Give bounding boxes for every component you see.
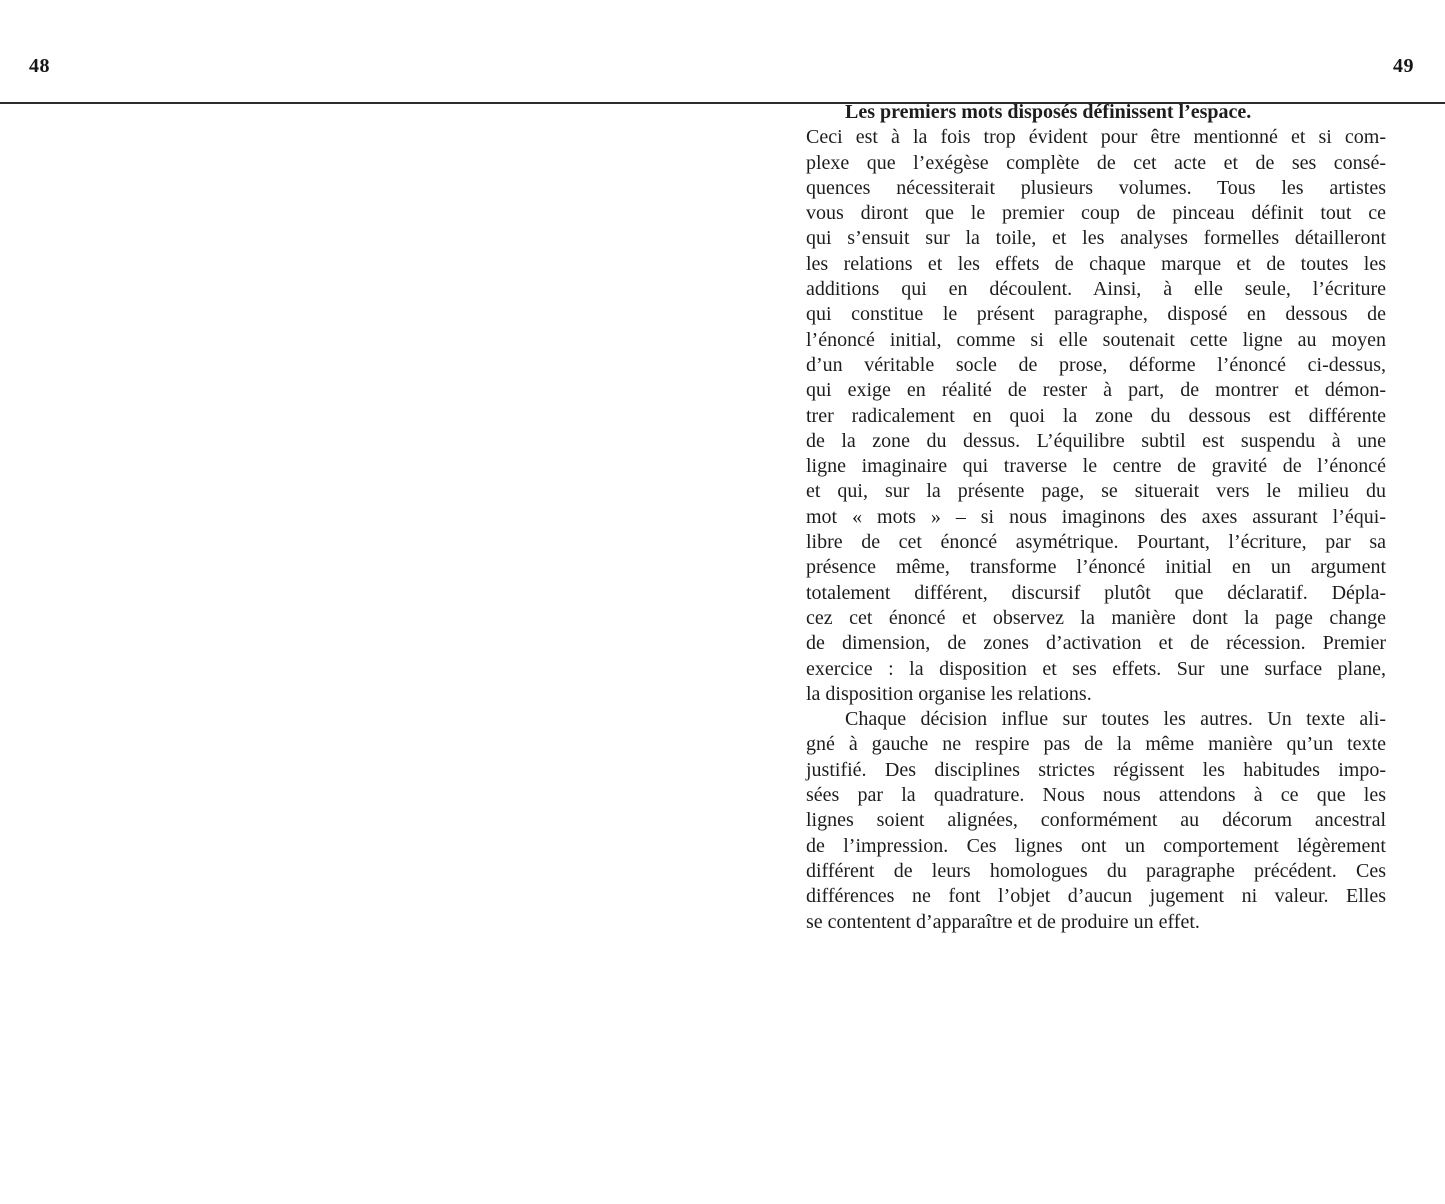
text-line: Ceci est à la fois trop évident pour être mentionné et si com- — [806, 126, 1386, 149]
text-line: Chaque décision influe sur toutes les autres. Un texte ali- — [845, 708, 1386, 731]
text-line: de dimension, de zones d’activation et de récession. Premier — [806, 632, 1386, 655]
text-line: qui s’ensuit sur la toile, et les analyses formelles détailleront — [806, 227, 1386, 250]
left-page — [0, 0, 722, 1204]
text-line: de la zone du dessus. L’équilibre subtil est suspendu à une — [806, 429, 1386, 452]
text-line: mot « mots » – si nous imaginons des axes assurant l’équi- — [806, 505, 1386, 528]
text-line: les relations et les effets de chaque marque et de toutes les — [806, 252, 1386, 275]
text-line: l’énoncé initial, comme si elle soutenait cette ligne au moyen — [806, 328, 1386, 351]
text-line: qui exige en réalité de rester à part, de montrer et démon- — [806, 379, 1386, 402]
text-line: additions qui en découlent. Ainsi, à elle seule, l’écriture — [806, 278, 1386, 301]
text-line: exercice : la disposition et ses effets. Sur une surface plane, — [806, 657, 1386, 680]
text-line: justifié. Des disciplines strictes régissent les habitudes impo- — [806, 758, 1386, 781]
text-column — [806, 100, 1386, 935]
text-line: gné à gauche ne respire pas de la même manière qu’un texte — [806, 733, 1386, 756]
text-line: libre de cet énoncé asymétrique. Pourtant, l’écriture, par sa — [806, 531, 1386, 554]
page-number-left: 48 — [29, 55, 50, 77]
body-text — [806, 125, 1386, 935]
text-line: différent de leurs homologues du paragraphe précédent. Ces — [806, 859, 1386, 882]
page-number-right: 49 — [1393, 55, 1414, 77]
paragraph — [806, 707, 1386, 935]
text-line: d’un véritable socle de prose, déforme l’énoncé ci-dessus, — [806, 353, 1386, 376]
text-line: totalement différent, discursif plutôt que déclaratif. Dépla- — [806, 581, 1386, 604]
text-line: sées par la quadrature. Nous nous attendons à ce que les — [806, 784, 1386, 807]
text-line: qui constitue le présent paragraphe, disposé en dessous de — [806, 303, 1386, 326]
text-line: différences ne font l’objet d’aucun jugement ni valeur. Elles — [806, 885, 1386, 908]
text-line: plexe que l’exégèse complète de cet acte et de ses consé- — [806, 151, 1386, 174]
text-line: présence même, transforme l’énoncé initial en un argument — [806, 556, 1386, 579]
text-line: ligne imaginaire qui traverse le centre de gravité de l’énoncé — [806, 455, 1386, 478]
text-line: lignes soient alignées, conformément au décorum ancestral — [806, 809, 1386, 832]
text-line: la disposition organise les relations. — [806, 682, 1092, 705]
text-line: de l’impression. Ces lignes ont un comportement légèrement — [806, 834, 1386, 857]
text-line: et qui, sur la présente page, se situerait vers le milieu du — [806, 480, 1386, 503]
text-line: se contentent d’apparaître et de produire un effet. — [806, 910, 1200, 933]
text-line: trer radicalement en quoi la zone du dessous est différente — [806, 404, 1386, 427]
paragraph — [806, 125, 1386, 707]
text-line: cez cet énoncé et observez la manière dont la page change — [806, 606, 1386, 629]
text-line: quences nécessiterait plusieurs volumes. Tous les artistes — [806, 176, 1386, 199]
text-line: vous diront que le premier coup de pinceau définit tout ce — [806, 202, 1386, 225]
section-heading: Les premiers mots disposés définissent l’espace. — [845, 101, 1252, 123]
